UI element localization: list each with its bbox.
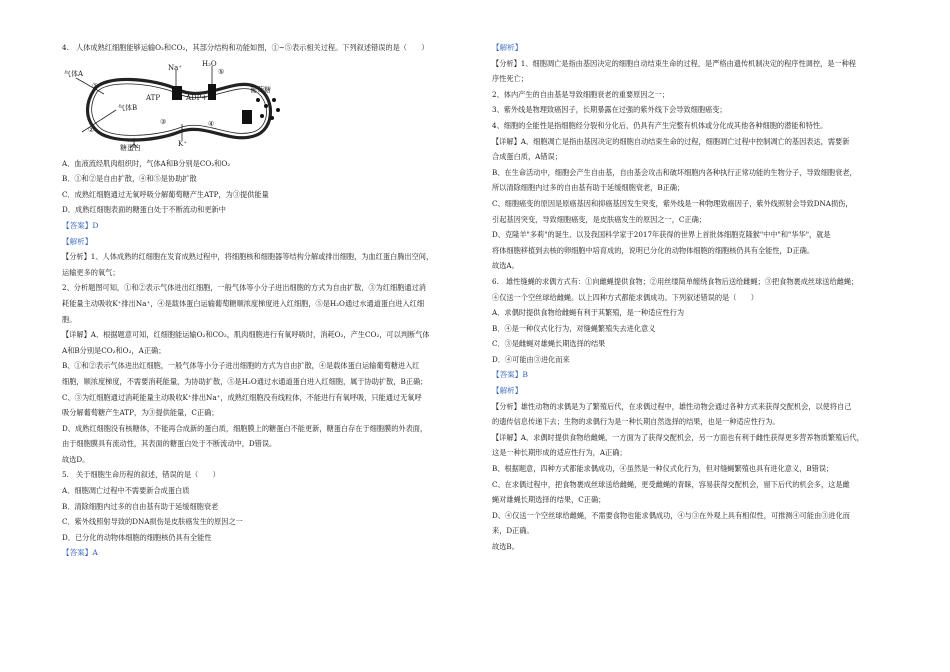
q5-analysis-line: D、克隆羊"多莉"的诞生、以及我国科学家于2017年获得的世界上首批体细胞克隆猴"中中"和"华华"，就是 xyxy=(492,230,831,240)
q5-analysis-line: 将体细胞移植到去核的卵细胞中培育成的，说明已分化的动物体细胞的细胞核仍具有全能性，D正确。 xyxy=(492,245,815,255)
glucose-label: 葡萄糖 xyxy=(250,85,271,94)
q4-option-c: C．成熟红细胞通过无氧呼吸分解葡萄糖产生ATP，为③提供能量 xyxy=(62,189,269,199)
q6-analysis-line: 这是一种长期形成的适应性行为，A正确； xyxy=(492,448,627,458)
q4-analysis-line: 运输更多的氧气； xyxy=(62,267,120,277)
atp-label: ATP xyxy=(146,93,161,102)
q6-analysis-tag: 【解析】 xyxy=(492,386,523,396)
q4-analysis-line: 故选D。 xyxy=(62,454,90,464)
q5-answer: 【答案】A xyxy=(62,548,98,558)
q6-analysis-line: 来，D正确。 xyxy=(492,526,534,536)
q5-analysis-line: 引起基因突变，导致细胞癌变，是皮肤癌发生的原因之一，C正确； xyxy=(492,214,706,224)
q5-analysis-line: 序性死亡； xyxy=(492,74,528,84)
glucose-carrier xyxy=(242,110,252,124)
q4-analysis-tag: 【解析】 xyxy=(62,236,93,246)
process-5-label: ⑤ xyxy=(218,67,225,76)
q6-stem-line: 6. 雄性缝蝇的求偶方式有：①向雌蝇提供食物；②用丝缕简单缠绕食物后送给雌蝇；③把食物裹成丝球送给雌蝇； xyxy=(492,276,859,286)
process-3-label: ③ xyxy=(160,117,167,126)
q4-option-b: B．①和②是自由扩散，④和⑤是协助扩散 xyxy=(62,174,197,184)
glucose-dot xyxy=(256,98,260,102)
q4-analysis-line: 2、分析题图可知，①和②表示气体进出红细胞，一般气体等小分子进出细胞的方式为自由扩散，③为红细胞通过消 xyxy=(62,283,426,293)
q6-analysis-line: 故选B。 xyxy=(492,542,519,551)
glucose-dot xyxy=(272,98,276,102)
process-2-label: ② xyxy=(88,125,95,134)
left-column xyxy=(62,40,472,561)
glucose-dot xyxy=(270,116,274,120)
q5-analysis-line: 2、体内产生的自由基是导致细胞衰老的重要原因之一； xyxy=(492,89,670,99)
q4-analysis-line: 细胞，顺浓度梯度，不需要消耗能量，为协助扩散，⑤是H₂O通过水通道蛋白进入红细胞，属于协助扩散，B正确； xyxy=(62,376,428,386)
q5-analysis-line: B、在生命活动中，细胞会产生自由基，自由基会攻击和破坏细胞内各种执行正常功能的生物分子，导致细胞衰老， xyxy=(492,167,857,177)
q5-analysis-line: 【详解】A、细胞凋亡是指由基因决定的细胞自动结束生命的过程，细胞凋亡过程中控制凋亡的基因表达，需要新 xyxy=(492,136,850,146)
q5-option-a: A．细胞凋亡过程中不需要新合成蛋白质 xyxy=(62,486,190,496)
q5-analysis-line: 4、细胞的全能性是指细胞经分裂和分化后，仍具有产生完整有机体或分化成其他各种细胞的潜能和特性。 xyxy=(492,120,828,130)
q6-analysis-line: B、根据题意，四种方式都能求偶成功，④虽然是一种仪式化行为，但对缝蝇繁殖也具有进化意义，B错误； xyxy=(492,464,834,474)
process-1-label: ① xyxy=(92,81,99,90)
glucose-dot xyxy=(260,114,264,118)
q6-analysis-line: 【分析】雄性动物的求偶是为了繁殖后代，在求偶过程中，雄性动物会通过各种方式来获得交配机会，以使将自己 xyxy=(492,401,852,411)
q6-analysis-line: D、④仅送一个空丝球给雌蝇，不需要食物也能求偶成功，④与③在外观上具有相似性，可推测④可能由③进化而 xyxy=(492,510,850,520)
q6-analysis-line: 的遗传信息传递下去；生物的求偶行为是一种长期自然选择的结果，也是一种适应性行为。 xyxy=(492,417,780,427)
q6-analysis-line: C、在求偶过程中，把食物裹成丝球送给雌蝇，更受雌蝇的青睐，容易获得交配机会，留下后代的机会多，这是雌 xyxy=(492,479,850,489)
q4-analysis-line: 【分析】1、人体成熟的红细胞在发育成熟过程中，将细胞核和细胞器等结构分解或排出细胞，为血红蛋白腾出空间， xyxy=(62,252,434,262)
q5-analysis-line: 【分析】1、细胞凋亡是指由基因决定的细胞自动结束生命的过程，是严格由遗传机制决定的程序性调控，是一种程 xyxy=(492,58,856,68)
q4-analysis-line: D、成熟红细胞没有核糖体，不能再合成新的蛋白质，细胞膜上的糖蛋白不能更新，糖蛋白存在于细胞膜的外表面， xyxy=(62,423,428,433)
process-4-label: ④ xyxy=(208,119,215,128)
atp-pump-protein xyxy=(172,86,182,100)
q4-analysis-line: 【详解】A、根据题意可知，红细胞能运输O₂和CO₂，肌肉细胞进行有氧呼吸时，消耗O₂，产生CO₂，可以判断气体 xyxy=(62,330,430,340)
gas-a-label: 气体A xyxy=(64,69,84,78)
q4-analysis-line: 胞。 xyxy=(62,314,77,324)
q5-analysis-line: 故选A。 xyxy=(492,261,519,271)
q6-option-d: D．④可能由③进化而来 xyxy=(492,354,570,364)
potassium-label: K⁺ xyxy=(178,139,187,148)
q6-analysis-line: 蝇对雄蝇长期选择的结果，C正确； xyxy=(492,495,606,505)
q5-analysis-line: C、细胞癌变的原因是原癌基因和抑癌基因发生突变，紫外线是一种物理致癌因子，紫外线照射会导致DNA损伤， xyxy=(492,198,853,208)
q4-answer: 【答案】D xyxy=(62,220,99,230)
q4-stem: 4. 人体成熟红细胞能够运输O₂和CO₂，其部分结构和功能如图，①~⑤表示相关过程。下列叙述错误的是（ ） xyxy=(62,43,429,52)
q5-option-c: C．紫外线照射导致的DNA损伤是皮肤癌发生的原因之一 xyxy=(62,517,243,527)
right-column xyxy=(492,40,912,555)
q5-analysis-line: 3、紫外线是物理致癌因子，长期暴露在过强的紫外线下会导致细胞癌变； xyxy=(492,105,727,115)
q4-analysis-line: 由于细胞膜具有流动性，其表面的糖蛋白处于不断流动中，D错误。 xyxy=(62,439,277,449)
glycoprotein-label: 糖蛋白 xyxy=(120,143,141,152)
q4-analysis-line: 耗能量主动吸收K⁺排出Na⁺，④是载体蛋白运输葡萄糖顺浓度梯度进入红细胞，⑤是H₂O通过水通道蛋白进入红细 xyxy=(62,298,425,308)
q5-analysis-tag: 【解析】 xyxy=(492,43,523,52)
q5-option-b: B．清除细胞内过多的自由基有助于延缓细胞衰老 xyxy=(62,501,219,511)
q6-option-c: C．③是雌蝇对雄蝇长期选择的结果 xyxy=(492,339,606,349)
gas-b-label: 气体B xyxy=(118,103,138,112)
q5-analysis-line: 所以清除细胞内过多的自由基有助于延缓细胞衰老，B正确； xyxy=(492,183,685,193)
q4-analysis-line: A和B分别是CO₂和O₂，A正确； xyxy=(62,345,166,355)
cell-membrane-figure xyxy=(64,60,294,152)
q6-option-b: B．④是一种仪式化行为，对缝蝇繁殖失去进化意义 xyxy=(492,323,656,333)
q5-analysis-line: 合成蛋白质，A错误； xyxy=(492,152,562,162)
q6-option-a: A．求偶时提供食物给雌蝇有利于其繁殖，是一种适应性行为 xyxy=(492,308,685,318)
q4-analysis-line: 吸分解葡萄糖产生ATP，为③提供能量，C正确； xyxy=(62,408,219,418)
glucose-dot xyxy=(276,108,280,112)
q4-option-a: A．血液流经肌肉组织时，气体A和B分别是CO₂和O₂ xyxy=(62,158,231,168)
q4-analysis-line: B、①和②表示气体进出红细胞，一般气体等小分子进出细胞的方式为自由扩散，④是载体蛋白运输葡萄糖进入红 xyxy=(62,361,420,371)
adp-label: ADP+Pi xyxy=(186,93,215,102)
sodium-label: Na⁺ xyxy=(168,63,182,72)
q4-analysis-line: C、③为红细胞通过消耗能量主动吸收K⁺排出Na⁺，成熟红细胞没有线粒体，不能进行有氧呼吸，只能通过无氧呼 xyxy=(62,392,422,402)
q6-analysis-line: 【详解】A、求偶时提供食物给雌蝇，一方面为了获得交配机会，另一方面也有利于雌性获得更多营养物质繁殖后代， xyxy=(492,432,864,442)
glucose-dot xyxy=(264,104,268,108)
water-label: H₂O xyxy=(202,59,217,68)
q5-option-d: D．已分化的动物体细胞的细胞核仍具有全能性 xyxy=(62,532,212,542)
q4-option-d: D．成熟红细胞表面的糖蛋白处于不断流动和更新中 xyxy=(62,205,226,215)
q5-stem: 5. 关于细胞生命历程的叙述，错误的是（ ） xyxy=(62,470,220,480)
q6-stem-line: ④仅送一个空丝球给雌蝇。以上四种方式都能求偶成功。下列叙述错误的是（ ） xyxy=(492,292,758,302)
q6-answer: 【答案】B xyxy=(492,370,528,380)
red-blood-cell-diagram xyxy=(64,60,294,152)
